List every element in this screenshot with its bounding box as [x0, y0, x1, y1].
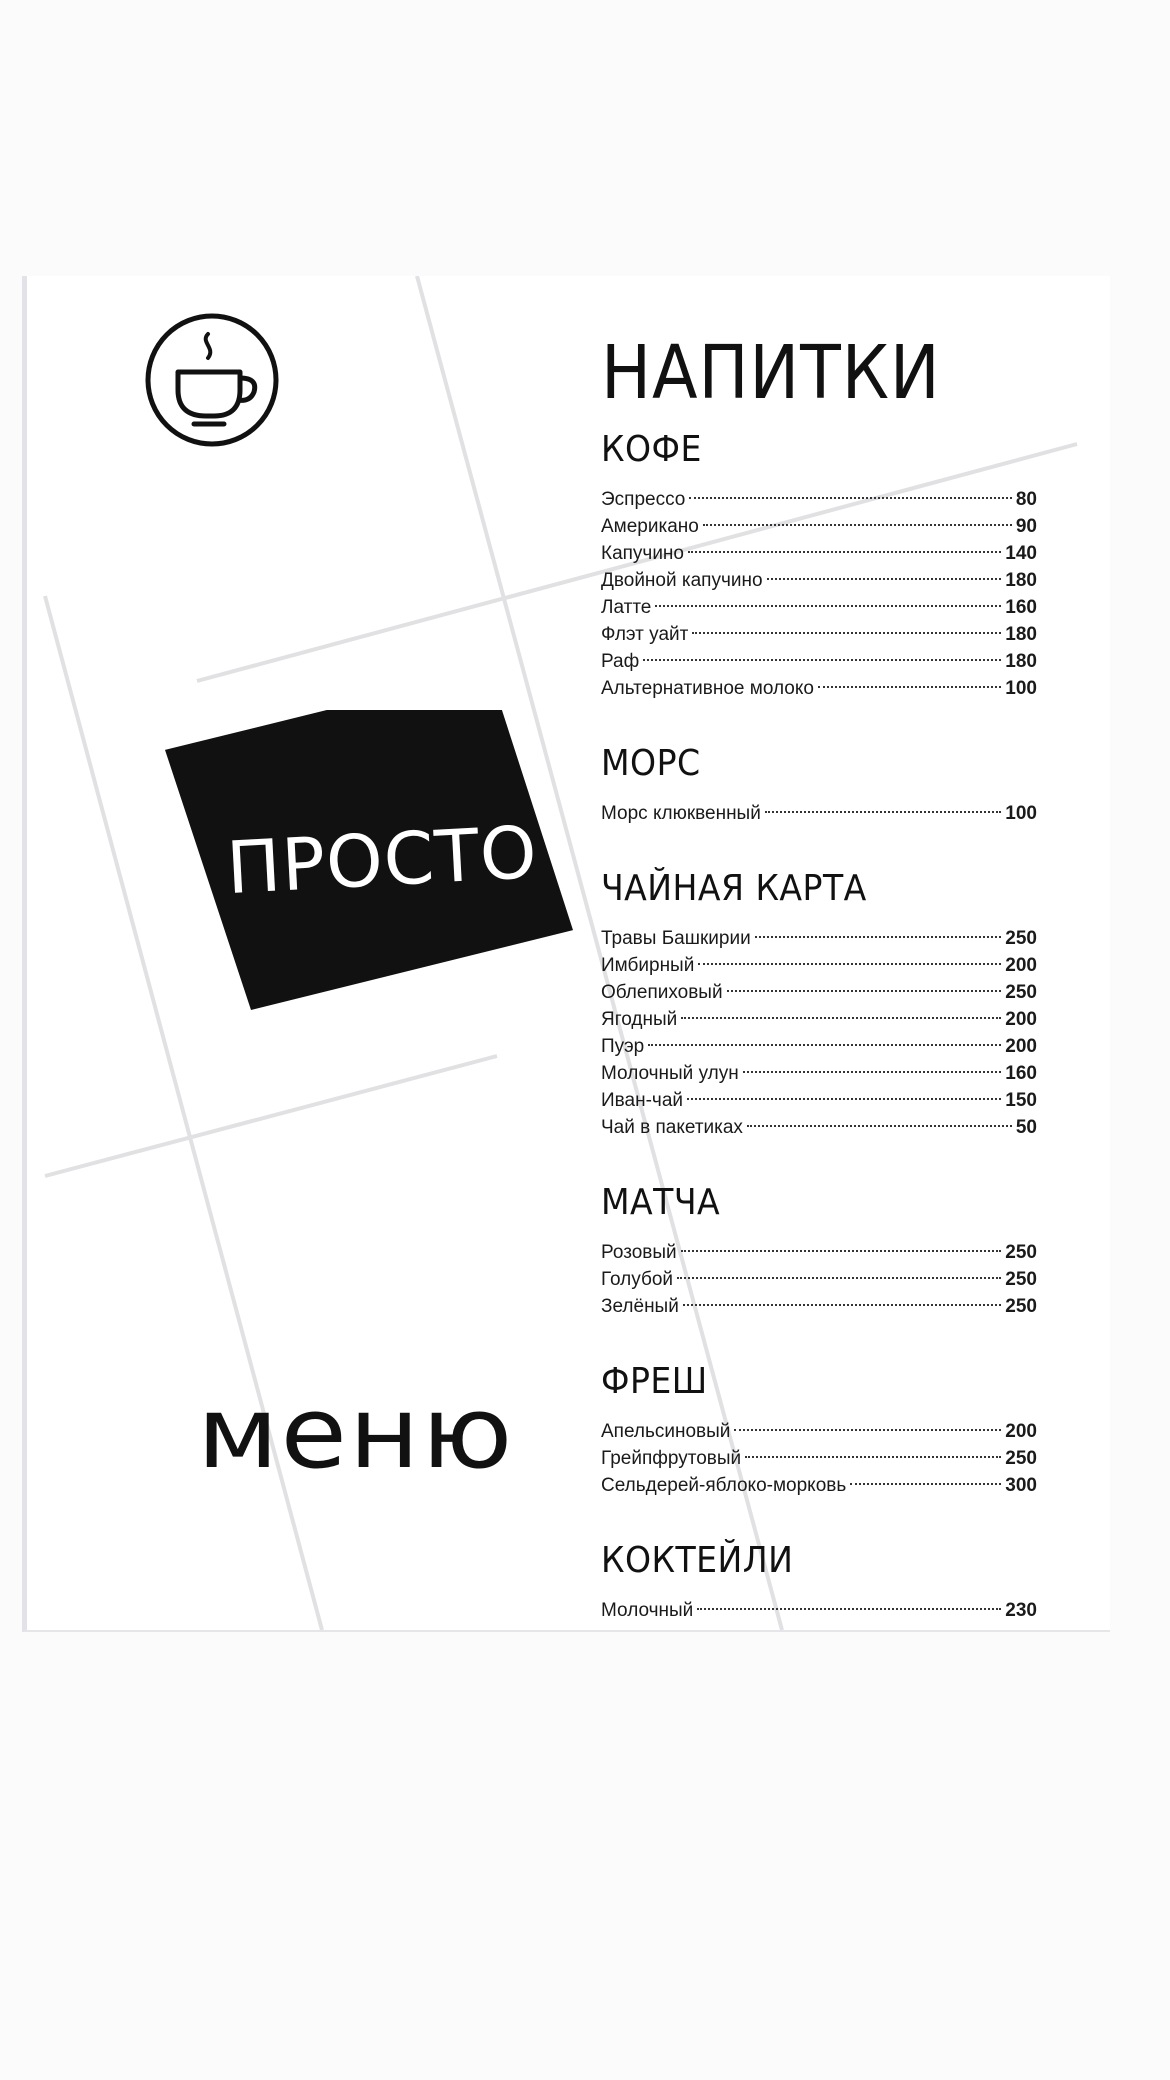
menu-item [601, 540, 1037, 567]
dot-leader [850, 1483, 1001, 1485]
item-price: 200 [1005, 1036, 1037, 1057]
item-price: 160 [1005, 1063, 1037, 1084]
section-title: КОФЕ [601, 429, 702, 470]
menu-item [601, 621, 1037, 648]
drinks-menu [601, 330, 1037, 1632]
menu-item [601, 594, 1037, 621]
menu-item [601, 486, 1037, 513]
dot-leader [643, 659, 1001, 661]
menu-section [601, 743, 1037, 827]
menu-section [601, 1540, 1037, 1624]
item-price: 300 [1005, 1475, 1037, 1496]
item-price: 50 [1015, 1117, 1037, 1138]
item-name: Имбирный [601, 955, 695, 976]
menu-item [601, 952, 1037, 979]
item-price: 180 [1005, 570, 1037, 591]
item-list [601, 800, 1037, 827]
menu-section [601, 868, 1037, 1141]
dot-leader [727, 990, 1002, 992]
item-name: Пуэр [601, 1036, 645, 1057]
brand-name: ПРОСТО [224, 809, 540, 911]
item-name: Американо [601, 516, 699, 537]
item-price: 250 [1005, 1269, 1037, 1290]
item-name: Раф [601, 651, 640, 672]
item-name: Двойной капучино [601, 570, 763, 591]
menu-item [601, 979, 1037, 1006]
item-name: Латте [601, 597, 652, 618]
menu-item [601, 1597, 1037, 1624]
menu-section [601, 429, 1037, 702]
dot-leader [765, 811, 1001, 813]
dot-leader [687, 1098, 1001, 1100]
dot-leader [689, 497, 1012, 499]
menu-page [22, 276, 1110, 1632]
item-price: 100 [1005, 678, 1037, 699]
item-name: Розовый [601, 1242, 677, 1263]
menu-item [601, 1114, 1037, 1141]
dot-leader [734, 1429, 1001, 1431]
dot-leader [688, 551, 1001, 553]
dot-leader [677, 1277, 1001, 1279]
item-list [601, 486, 1037, 702]
menu-item [601, 1239, 1037, 1266]
section-title: КОКТЕЙЛИ [601, 1540, 794, 1581]
item-price: 180 [1005, 651, 1037, 672]
menu-item [601, 648, 1037, 675]
menu-item [601, 1087, 1037, 1114]
menu-item [601, 567, 1037, 594]
dot-leader [743, 1071, 1002, 1073]
item-price: 250 [1005, 1448, 1037, 1469]
item-price: 250 [1005, 928, 1037, 949]
item-name: Капучино [601, 543, 684, 564]
menu-item [601, 1033, 1037, 1060]
menu-section [601, 1182, 1037, 1320]
dot-leader [767, 578, 1002, 580]
item-list [601, 1418, 1037, 1499]
section-title: МОРС [601, 743, 701, 784]
menu-item [601, 1006, 1037, 1033]
item-list [601, 1239, 1037, 1320]
dot-leader [698, 963, 1001, 965]
item-price: 250 [1005, 982, 1037, 1003]
dot-leader [692, 632, 1001, 634]
dot-leader [745, 1456, 1001, 1458]
item-name: Сельдерей-яблоко-морковь [601, 1475, 847, 1496]
dot-leader [755, 936, 1002, 938]
menu-item [601, 925, 1037, 952]
item-name: Голубой [601, 1269, 674, 1290]
item-name: Облепиховый [601, 982, 723, 1003]
item-list [601, 1597, 1037, 1624]
section-title: МАТЧА [601, 1182, 721, 1223]
menu-item [601, 1266, 1037, 1293]
item-name: Травы Башкирии [601, 928, 751, 949]
item-price: 200 [1005, 955, 1037, 976]
item-price: 80 [1015, 489, 1037, 510]
menu-heading: меню [197, 1375, 515, 1491]
item-name: Чай в пакетиках [601, 1117, 743, 1138]
section-title: ЧАЙНАЯ КАРТА [601, 868, 867, 909]
item-name: Зелёный [601, 1296, 679, 1317]
menu-item [601, 1060, 1037, 1087]
item-name: Молочный улун [601, 1063, 739, 1084]
dot-leader [697, 1608, 1001, 1610]
dot-leader [683, 1304, 1001, 1306]
page-title: НАПИТКИ [601, 330, 941, 416]
dot-leader [655, 605, 1001, 607]
menu-item [601, 1445, 1037, 1472]
dot-leader [681, 1017, 1001, 1019]
item-price: 100 [1005, 803, 1037, 824]
menu-item [601, 800, 1037, 827]
dot-leader [747, 1125, 1012, 1127]
menu-item [601, 1293, 1037, 1320]
item-price: 250 [1005, 1242, 1037, 1263]
item-name: Эспрессо [601, 489, 686, 510]
dot-leader [681, 1250, 1002, 1252]
item-name: Иван-чай [601, 1090, 684, 1111]
item-name: Молочный [601, 1600, 694, 1621]
menu-section [601, 1361, 1037, 1499]
item-price: 200 [1005, 1421, 1037, 1442]
item-list [601, 925, 1037, 1141]
item-price: 200 [1005, 1009, 1037, 1030]
item-price: 160 [1005, 597, 1037, 618]
item-name: Грейпфрутовый [601, 1448, 742, 1469]
menu-item [601, 1472, 1037, 1499]
item-price: 230 [1005, 1600, 1037, 1621]
item-price: 180 [1005, 624, 1037, 645]
menu-item [601, 675, 1037, 702]
item-price: 90 [1015, 516, 1037, 537]
coffee-cup-icon [144, 312, 280, 448]
item-name: Апельсиновый [601, 1421, 731, 1442]
dot-leader [648, 1044, 1001, 1046]
item-price: 150 [1005, 1090, 1037, 1111]
menu-item [601, 513, 1037, 540]
menu-sections [601, 429, 1037, 1624]
item-price: 250 [1005, 1296, 1037, 1317]
item-name: Морс клюквенный [601, 803, 761, 824]
item-price: 140 [1005, 543, 1037, 564]
item-name: Ягодный [601, 1009, 678, 1030]
menu-item [601, 1418, 1037, 1445]
dot-leader [703, 524, 1012, 526]
item-name: Флэт уайт [601, 624, 689, 645]
section-title: ФРЕШ [601, 1361, 708, 1402]
dot-leader [818, 686, 1001, 688]
item-name: Альтернативное молоко [601, 678, 814, 699]
